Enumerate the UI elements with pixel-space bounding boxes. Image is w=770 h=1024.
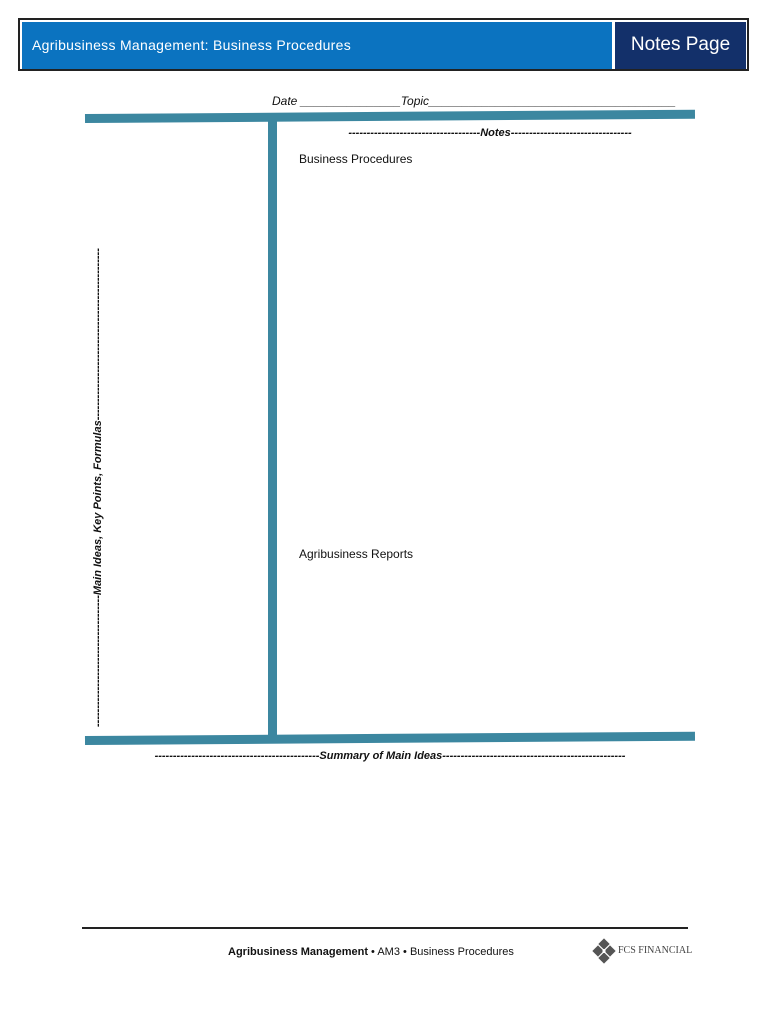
footer-rule	[82, 927, 688, 929]
top-rule	[85, 110, 695, 123]
footer-unit: AM3	[377, 946, 400, 958]
date-topic-line: Date _______________Topic_____________________________________	[272, 94, 676, 108]
fcs-financial-logo	[592, 938, 692, 966]
note-business-procedures: Business Procedures	[299, 152, 413, 166]
header-title-bar	[22, 22, 612, 69]
footer-bullet-2: •	[399, 946, 410, 958]
summary-heading: ---------------------------------------------Summary of Main Ideas--------------------------------------------------	[154, 750, 626, 762]
bottom-rule	[85, 732, 695, 745]
footer-course: Agribusiness Management	[228, 946, 368, 958]
footer-topic: Business Procedures	[409, 946, 514, 958]
note-agribusiness-reports: Agribusiness Reports	[299, 547, 414, 561]
footer-text	[228, 946, 514, 958]
footer-bullet: •	[367, 946, 378, 958]
document-title: Agribusiness Management: Business Procedures	[32, 37, 352, 53]
vertical-divider	[268, 118, 277, 740]
logo-text: FCS FINANCIAL	[618, 945, 693, 956]
main-ideas-side-label: ------------------------------------Main Ideas, Key Points, Formulas-----------------------------------------------	[92, 248, 104, 727]
notes-page-label: Notes Page	[630, 34, 731, 55]
notes-page-badge	[615, 22, 746, 69]
notes-heading: ------------------------------------Notes---------------------------------	[348, 127, 632, 139]
fcs-logo-icon	[592, 938, 616, 966]
